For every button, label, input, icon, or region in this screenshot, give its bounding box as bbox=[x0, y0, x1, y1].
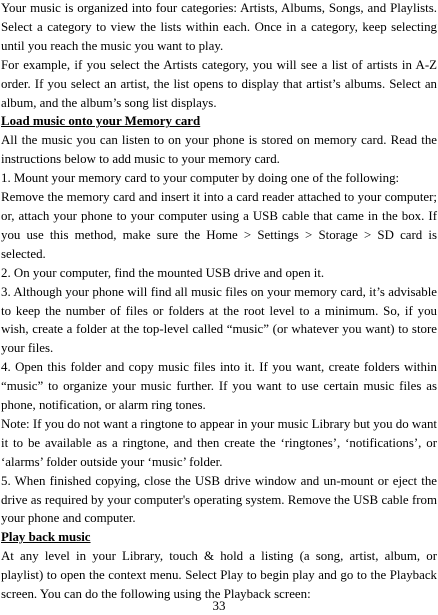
paragraph-playback-instructions: At any level in your Library, touch & hold a listing (a song, artist, album, or playlist) to open the context menu. Select Play to begin play and go to the Playback screen. You can do the following using the Playback screen: bbox=[1, 549, 437, 602]
section-heading-load-music: Load music onto your Memory card bbox=[1, 114, 201, 129]
step-5-unmount: 5. When finished copying, close the USB drive window and un-mount or eject the drive as required by your computer's operating system. Remove the USB cable from your phone and computer. bbox=[1, 473, 437, 526]
intro-paragraph-categories: Your music is organized into four categories: Artists, Albums, Songs, and Playlists. Select a category to view the lists within each. Once in a category, keep selecting until you reach the music you want to play. bbox=[1, 1, 437, 53]
step-2-find-drive: 2. On your computer, find the mounted USB drive and open it. bbox=[1, 265, 325, 280]
step-1-mount-card: 1. Mount your memory card to your computer by doing one of the following: bbox=[1, 171, 400, 186]
paragraph-memory-card-storage: All the music you can listen to on your phone is stored on memory card. Read the instructions below to add music to your memory card. bbox=[1, 133, 437, 167]
step-4-copy-files: 4. Open this folder and copy music files into it. If you want, create folders within “music” to organize your music further. If you want to use certain music files as phone, notification, or alarm ring tones. bbox=[1, 360, 437, 413]
page-content bbox=[1, 0, 437, 604]
intro-paragraph-example: For example, if you select the Artists category, you will see a list of artists in A-Z order. If you select an artist, the list opens to display that artist’s albums. Select an album, and the album’s song list displays. bbox=[1, 57, 437, 110]
page-number: 33 bbox=[212, 598, 226, 613]
paragraph-remove-card-options: Remove the memory card and insert it into a card reader attached to your computer; or, attach your phone to your computer using a USB cable that came in the box. If you use this method, make sure the Home > Settings > Storage > SD card is selected. bbox=[1, 190, 437, 261]
section-heading-play-back-music: Play back music bbox=[1, 530, 91, 545]
note-ringtones: Note: If you do not want a ringtone to appear in your music Library but you do want it to be available as a ringtone, and then create the ‘ringtones’, ‘notifications’, or ‘alarms’ folder outside your ‘music’ folder. bbox=[1, 416, 437, 469]
step-3-create-folder: 3. Although your phone will find all music files on your memory card, it’s advisable to keep the number of files or folders at the root level to a minimum. So, if you wish, create a folder at the top-level called “music” (or whatever you want) to store your files. bbox=[1, 284, 437, 356]
